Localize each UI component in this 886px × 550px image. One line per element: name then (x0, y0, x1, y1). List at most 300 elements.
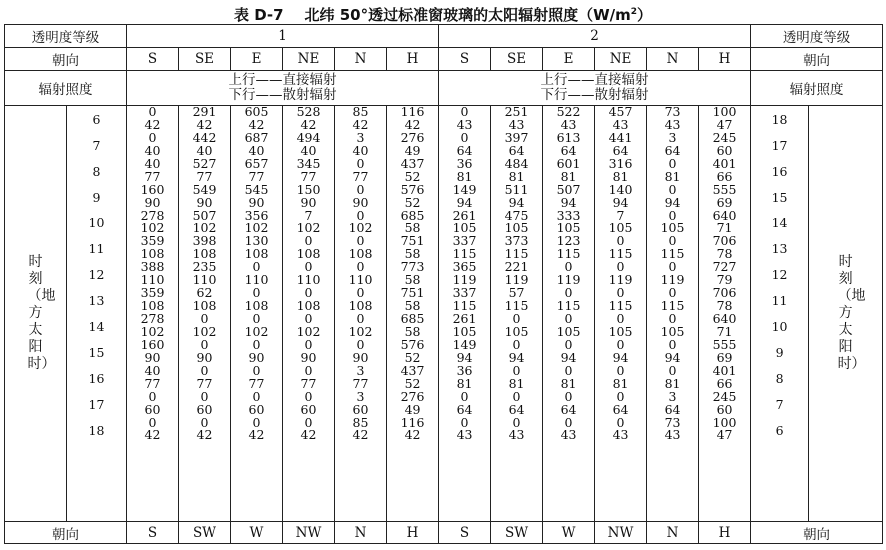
data-value: 0 (200, 362, 209, 378)
data-value: 3 (356, 129, 365, 145)
data-value: 71 (716, 323, 733, 339)
data-value: 102 (296, 323, 321, 339)
data-value: 507 (556, 181, 581, 197)
data-value: 102 (244, 323, 269, 339)
data-value: 751 (400, 285, 425, 301)
orientation-top-0: S (127, 48, 179, 71)
legend-diffuse: 下行——散射辐射 (228, 87, 337, 103)
data-column (491, 106, 543, 522)
data-value: 43 (664, 427, 681, 443)
data-value: 64 (508, 401, 525, 417)
orientation-top-9: NE (595, 48, 647, 71)
data-value: 60 (716, 401, 733, 417)
data-value: 0 (252, 311, 261, 326)
data-value: 42 (196, 427, 213, 443)
data-value: 0 (616, 259, 625, 275)
data-value: 77 (352, 375, 369, 391)
legend-level-1 (127, 71, 439, 106)
data-value: 105 (608, 220, 633, 236)
data-value: 60 (196, 401, 213, 417)
hour-label: 7 (92, 137, 101, 153)
data-value: 102 (140, 323, 165, 339)
data-body-row (5, 106, 883, 522)
data-value: 0 (564, 414, 573, 430)
data-value: 706 (712, 285, 737, 301)
data-value: 0 (252, 414, 261, 430)
table-title (0, 2, 886, 25)
data-value: 108 (348, 246, 373, 262)
data-value: 47 (716, 427, 733, 443)
data-column (439, 106, 491, 522)
table-title-sup: 2 (630, 7, 638, 17)
data-column (595, 106, 647, 522)
data-value: 77 (144, 168, 161, 184)
data-value: 64 (612, 142, 629, 158)
data-value: 115 (504, 298, 529, 314)
data-value: 62 (196, 285, 213, 301)
data-value: 81 (456, 375, 473, 391)
data-value: 40 (352, 142, 369, 158)
data-value: 43 (560, 116, 577, 132)
data-value: 78 (716, 298, 733, 314)
data-value: 64 (560, 142, 577, 158)
orientation-top-1: SE (179, 48, 231, 71)
data-value: 549 (192, 181, 217, 197)
data-value: 81 (560, 168, 577, 184)
data-value: 36 (456, 362, 473, 378)
hour-label: 9 (775, 344, 784, 360)
data-value: 71 (716, 220, 733, 236)
data-value: 42 (352, 116, 369, 132)
level-2-header: 2 (439, 25, 751, 48)
data-value: 3 (356, 388, 365, 404)
data-value: 43 (612, 116, 629, 132)
data-value: 57 (508, 285, 525, 301)
orientation-label-bottom-right: 朝向 (751, 522, 883, 544)
data-value: 0 (304, 336, 313, 352)
data-value: 0 (668, 155, 677, 171)
data-value: 108 (192, 246, 217, 262)
data-value: 150 (296, 181, 321, 197)
data-value: 160 (140, 181, 165, 197)
data-value: 108 (296, 246, 321, 262)
data-value: 0 (148, 104, 157, 119)
data-value: 64 (456, 142, 473, 158)
orientation-bottom-1: SW (179, 522, 231, 544)
data-value: 64 (560, 401, 577, 417)
data-value: 77 (248, 375, 265, 391)
data-value: 507 (192, 207, 217, 223)
data-value: 0 (200, 414, 209, 430)
data-value: 90 (144, 349, 161, 365)
data-value: 245 (712, 129, 737, 145)
data-value: 102 (296, 220, 321, 236)
data-value: 110 (140, 272, 165, 288)
data-value: 90 (196, 194, 213, 210)
data-value: 601 (556, 155, 581, 171)
data-value: 110 (296, 272, 321, 288)
data-value: 441 (608, 129, 633, 145)
data-value: 90 (248, 349, 265, 365)
data-value: 105 (556, 220, 581, 236)
data-value: 115 (608, 298, 633, 314)
data-value: 727 (712, 259, 737, 275)
data-value: 42 (352, 427, 369, 443)
data-value: 94 (508, 349, 525, 365)
data-value: 94 (560, 194, 577, 210)
data-value: 43 (508, 427, 525, 443)
data-value: 685 (400, 311, 425, 326)
data-column (335, 106, 387, 522)
data-value: 115 (660, 246, 685, 262)
data-value: 42 (248, 427, 265, 443)
orientation-top-3: NE (283, 48, 335, 71)
data-value: 0 (512, 414, 521, 430)
table-title-degree: ° (360, 6, 369, 24)
data-value: 94 (508, 194, 525, 210)
data-value: 102 (140, 220, 165, 236)
data-value: 58 (404, 272, 421, 288)
data-value: 40 (144, 362, 161, 378)
orientation-bottom-10: N (647, 522, 699, 544)
transparency-label-right: 透明度等级 (751, 25, 883, 48)
orientation-top-10: N (647, 48, 699, 71)
data-value: 657 (244, 155, 269, 171)
data-value: 0 (616, 311, 625, 326)
data-value: 0 (304, 362, 313, 378)
data-column (647, 106, 699, 522)
hour-label: 8 (92, 163, 101, 179)
data-value: 77 (196, 375, 213, 391)
data-value: 261 (452, 311, 477, 326)
data-value: 0 (668, 285, 677, 301)
data-value: 94 (612, 349, 629, 365)
data-value: 73 (664, 104, 681, 119)
orientation-top-11: H (699, 48, 751, 71)
data-value: 116 (400, 414, 425, 430)
data-value: 359 (140, 233, 165, 249)
orientation-label-bottom-left: 朝向 (5, 522, 127, 544)
data-value: 108 (296, 298, 321, 314)
data-value: 365 (452, 259, 477, 275)
data-value: 0 (616, 336, 625, 352)
transparency-row (5, 25, 883, 48)
data-value: 90 (352, 194, 369, 210)
data-value: 251 (504, 104, 529, 119)
data-value: 52 (404, 349, 421, 365)
data-column (127, 106, 179, 522)
hour-label: 6 (775, 422, 784, 438)
hour-label: 6 (92, 111, 101, 127)
data-value: 85 (352, 104, 369, 119)
data-value: 60 (248, 401, 265, 417)
data-value: 356 (244, 207, 269, 223)
data-value: 58 (404, 323, 421, 339)
data-value: 90 (144, 194, 161, 210)
orientation-label-left: 朝向 (5, 48, 127, 71)
data-value: 149 (452, 336, 477, 352)
data-value: 66 (716, 375, 733, 391)
data-value: 94 (612, 194, 629, 210)
time-label-left-cell (5, 106, 67, 522)
data-value: 40 (248, 142, 265, 158)
data-value: 77 (196, 168, 213, 184)
data-value: 437 (400, 362, 425, 378)
data-value: 0 (252, 362, 261, 378)
hour-label: 16 (771, 163, 788, 179)
data-value: 0 (564, 362, 573, 378)
data-value: 0 (148, 388, 157, 404)
data-value: 0 (200, 336, 209, 352)
data-value: 42 (404, 116, 421, 132)
data-value: 0 (356, 155, 365, 171)
data-value: 0 (616, 414, 625, 430)
data-value: 555 (712, 181, 737, 197)
orientation-bottom-3: NW (283, 522, 335, 544)
data-value: 0 (616, 362, 625, 378)
data-value: 40 (144, 155, 161, 171)
data-value: 337 (452, 285, 477, 301)
data-value: 58 (404, 246, 421, 262)
data-value: 77 (248, 168, 265, 184)
data-value: 751 (400, 233, 425, 249)
data-value: 401 (712, 362, 737, 378)
orientation-top-7: SE (491, 48, 543, 71)
data-value: 442 (192, 129, 217, 145)
hour-label: 11 (771, 293, 788, 309)
data-value: 105 (504, 220, 529, 236)
data-value: 0 (304, 233, 313, 249)
data-value: 3 (668, 388, 677, 404)
hour-label: 8 (775, 370, 784, 386)
data-value: 108 (348, 298, 373, 314)
orientation-bottom-9: NW (595, 522, 647, 544)
data-value: 0 (668, 311, 677, 326)
data-value: 0 (304, 285, 313, 301)
data-value: 0 (148, 414, 157, 430)
data-value: 116 (400, 104, 425, 119)
table-title-rest: 透过标准窗玻璃的太阳辐射照度（W/m (368, 6, 631, 24)
data-value: 291 (192, 104, 217, 119)
data-value: 119 (556, 272, 581, 288)
data-value: 102 (348, 220, 373, 236)
data-value: 0 (512, 388, 521, 404)
data-value: 60 (144, 401, 161, 417)
data-value: 345 (296, 155, 321, 171)
data-value: 373 (504, 233, 529, 249)
data-value: 398 (192, 233, 217, 249)
data-value: 77 (352, 168, 369, 184)
data-value: 36 (456, 155, 473, 171)
orientation-top-6: S (439, 48, 491, 71)
hour-label: 10 (88, 215, 105, 231)
irradiance-table (4, 24, 883, 544)
data-value: 773 (400, 259, 425, 275)
hour-label: 14 (88, 319, 105, 335)
data-value: 528 (296, 104, 321, 119)
data-value: 0 (668, 181, 677, 197)
hour-label: 13 (771, 241, 788, 257)
data-value: 43 (664, 116, 681, 132)
data-value: 77 (300, 168, 317, 184)
data-value: 119 (608, 272, 633, 288)
data-value: 221 (504, 259, 529, 275)
data-value: 316 (608, 155, 633, 171)
data-value: 685 (400, 207, 425, 223)
orientation-bottom-7: SW (491, 522, 543, 544)
orientation-bottom-4: N (335, 522, 387, 544)
data-value: 3 (356, 362, 365, 378)
data-value: 73 (664, 414, 681, 430)
hour-label: 14 (771, 215, 788, 231)
orientation-top-5: H (387, 48, 439, 71)
orientation-bottom-2: W (231, 522, 283, 544)
data-value: 94 (456, 349, 473, 365)
table-title-main: 北纬 50 (304, 6, 361, 24)
data-value: 60 (300, 401, 317, 417)
data-value: 235 (192, 259, 217, 275)
data-value: 94 (560, 349, 577, 365)
data-value: 0 (304, 388, 313, 404)
data-value: 522 (556, 104, 581, 119)
data-value: 7 (616, 207, 625, 223)
data-value: 0 (460, 414, 469, 430)
data-value: 64 (664, 401, 681, 417)
hours-left-cell (67, 106, 127, 522)
data-value: 0 (460, 104, 469, 119)
data-value: 149 (452, 181, 477, 197)
data-value: 102 (192, 220, 217, 236)
irradiance-label-left: 辐射照度 (5, 71, 127, 106)
data-value: 105 (452, 220, 477, 236)
data-value: 42 (144, 427, 161, 443)
data-value: 115 (556, 298, 581, 314)
data-value: 401 (712, 155, 737, 171)
hour-label: 17 (771, 137, 788, 153)
data-value: 105 (660, 220, 685, 236)
data-value: 43 (456, 427, 473, 443)
data-value: 0 (356, 285, 365, 301)
data-value: 576 (400, 336, 425, 352)
data-value: 0 (668, 233, 677, 249)
data-value: 90 (196, 349, 213, 365)
data-value: 0 (356, 311, 365, 326)
table-title-close: ） (637, 6, 653, 24)
data-value: 0 (252, 285, 261, 301)
data-value: 115 (452, 298, 477, 314)
data-value: 0 (460, 388, 469, 404)
data-value: 105 (452, 323, 477, 339)
data-value: 43 (612, 427, 629, 443)
data-value: 52 (404, 375, 421, 391)
data-value: 42 (248, 116, 265, 132)
data-value: 102 (192, 323, 217, 339)
data-value: 511 (504, 181, 529, 197)
data-value: 119 (452, 272, 477, 288)
data-value: 64 (456, 401, 473, 417)
hour-label: 10 (771, 319, 788, 335)
data-value: 0 (512, 336, 521, 352)
hour-label: 16 (88, 370, 105, 386)
level-1-header: 1 (127, 25, 439, 48)
data-value: 49 (404, 401, 421, 417)
orientation-row-top (5, 48, 883, 71)
data-value: 52 (404, 168, 421, 184)
data-value: 484 (504, 155, 529, 171)
data-value: 261 (452, 207, 477, 223)
data-value: 81 (456, 168, 473, 184)
data-value: 337 (452, 233, 477, 249)
data-value: 81 (560, 375, 577, 391)
hour-label: 12 (88, 267, 105, 283)
hour-label: 15 (88, 344, 105, 360)
orientation-label-right: 朝向 (751, 48, 883, 71)
data-column (699, 106, 751, 522)
orientation-bottom-5: H (387, 522, 439, 544)
data-value: 42 (404, 427, 421, 443)
data-value: 77 (300, 375, 317, 391)
data-value: 0 (564, 311, 573, 326)
data-value: 40 (300, 142, 317, 158)
data-value: 0 (356, 181, 365, 197)
data-value: 100 (712, 414, 737, 430)
hour-label: 18 (88, 422, 105, 438)
data-value: 58 (404, 298, 421, 314)
legend-level-2 (439, 71, 751, 106)
data-column (179, 106, 231, 522)
data-value: 81 (508, 375, 525, 391)
data-value: 388 (140, 259, 165, 275)
data-value: 90 (300, 194, 317, 210)
irradiance-row (5, 71, 883, 106)
data-value: 108 (140, 246, 165, 262)
data-value: 437 (400, 155, 425, 171)
data-value: 108 (140, 298, 165, 314)
data-value: 0 (252, 336, 261, 352)
data-value: 79 (716, 272, 733, 288)
data-value: 81 (508, 168, 525, 184)
data-column (543, 106, 595, 522)
data-value: 102 (244, 220, 269, 236)
data-value: 0 (356, 336, 365, 352)
data-value: 706 (712, 233, 737, 249)
orientation-top-4: N (335, 48, 387, 71)
data-value: 0 (304, 259, 313, 275)
data-value: 130 (244, 233, 269, 249)
orientation-bottom-11: H (699, 522, 751, 544)
data-column (231, 106, 283, 522)
data-value: 0 (668, 336, 677, 352)
data-value: 0 (148, 129, 157, 145)
data-value: 640 (712, 311, 737, 326)
data-value: 81 (664, 375, 681, 391)
data-value: 0 (356, 207, 365, 223)
data-value: 69 (716, 194, 733, 210)
data-value: 276 (400, 129, 425, 145)
data-value: 42 (144, 116, 161, 132)
data-value: 7 (304, 207, 313, 223)
data-value: 64 (508, 142, 525, 158)
data-value: 49 (404, 142, 421, 158)
data-value: 110 (348, 272, 373, 288)
data-value: 64 (664, 142, 681, 158)
data-value: 108 (244, 246, 269, 262)
data-value: 105 (660, 323, 685, 339)
data-value: 81 (612, 168, 629, 184)
data-value: 140 (608, 181, 633, 197)
data-value: 545 (244, 181, 269, 197)
data-value: 115 (608, 246, 633, 262)
